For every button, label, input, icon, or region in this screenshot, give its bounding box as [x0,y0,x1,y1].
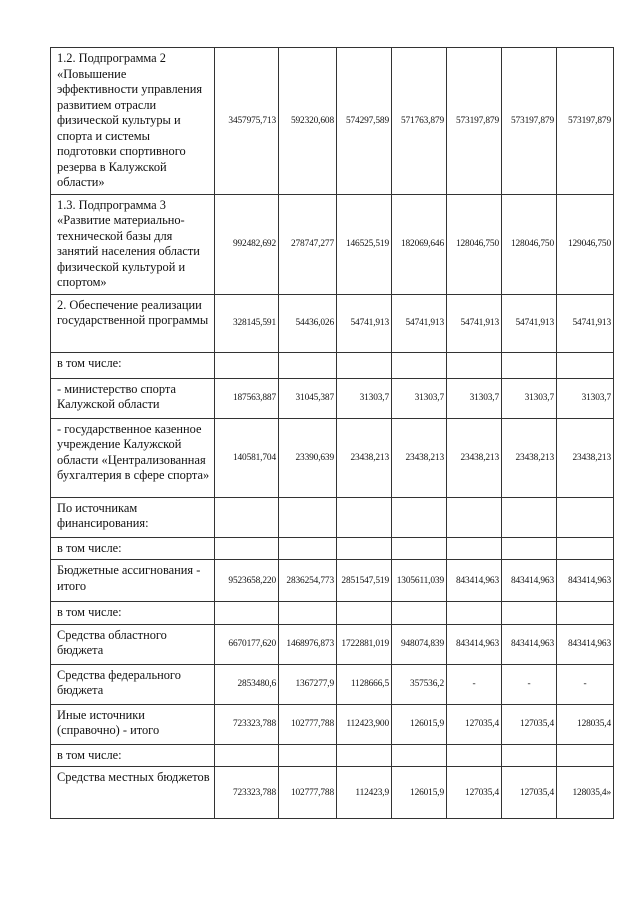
value-cell [392,744,447,767]
value-cell: 23390,639 [279,418,337,497]
row-label: Иные источники (справочно) - итого [51,704,215,744]
value-cell: 126015,9 [392,704,447,744]
value-cell: 54741,913 [557,294,614,352]
value-cell: 843414,963 [557,560,614,602]
value-cell [215,537,279,560]
table-row [51,48,614,195]
value-cell: 328145,591 [215,294,279,352]
value-cell: 23438,213 [392,418,447,497]
value-cell: 146525,519 [337,194,392,294]
value-cell [337,744,392,767]
table-row [51,418,614,497]
value-cell [502,744,557,767]
value-cell: - [447,664,502,704]
value-cell: 843414,963 [557,624,614,664]
table-row [51,624,614,664]
value-cell: 843414,963 [447,624,502,664]
value-cell: 31045,387 [279,378,337,418]
value-cell: 723323,788 [215,767,279,819]
value-cell: 31303,7 [392,378,447,418]
table-row [51,294,614,352]
table-row [51,194,614,294]
value-cell: - [502,664,557,704]
table-row [51,664,614,704]
value-cell: 128035,4 [557,704,614,744]
value-cell: 1305611,039 [392,560,447,602]
value-cell: 843414,963 [447,560,502,602]
value-cell [392,602,447,625]
row-label: 2. Обеспечение реализации государственной программы [51,294,215,352]
value-cell: 126015,9 [392,767,447,819]
row-label: Бюджетные ассигнования - итого [51,560,215,602]
value-cell [279,744,337,767]
row-label: в том числе: [51,602,215,625]
value-cell [392,352,447,378]
value-cell [215,602,279,625]
row-label: в том числе: [51,352,215,378]
value-cell: 128035,4» [557,767,614,819]
value-cell: 140581,704 [215,418,279,497]
value-cell: 127035,4 [447,704,502,744]
value-cell: - [557,664,614,704]
budget-table-page [50,47,613,819]
value-cell: 573197,879 [557,48,614,195]
value-cell: 6670177,620 [215,624,279,664]
value-cell [502,497,557,537]
row-label: Средства областного бюджета [51,624,215,664]
value-cell: 9523658,220 [215,560,279,602]
table-row [51,378,614,418]
value-cell: 54741,913 [447,294,502,352]
value-cell: 54741,913 [392,294,447,352]
value-cell [557,602,614,625]
row-label: 1.2. Подпрограмма 2 «Повышение эффективности управления развитием отрасли физической культуры и спорта и системы подготовки спортивного резерва в Калужской области» [51,48,215,195]
value-cell: 31303,7 [502,378,557,418]
row-label: - государственное казенное учреждение Калужской области «Централизованная бухгалтерия в сфере спорта» [51,418,215,497]
value-cell [557,352,614,378]
value-cell [215,744,279,767]
table-row [51,560,614,602]
table-row [51,497,614,537]
table-row [51,352,614,378]
value-cell: 2851547,519 [337,560,392,602]
value-cell [392,497,447,537]
value-cell: 573197,879 [447,48,502,195]
value-cell: 182069,646 [392,194,447,294]
value-cell [337,497,392,537]
table-row [51,767,614,819]
value-cell: 54741,913 [502,294,557,352]
row-label: Средства местных бюджетов [51,767,215,819]
value-cell: 571763,879 [392,48,447,195]
row-label: Средства федерального бюджета [51,664,215,704]
table-row [51,744,614,767]
value-cell: 112423,9 [337,767,392,819]
value-cell: 1468976,873 [279,624,337,664]
row-label: в том числе: [51,744,215,767]
value-cell [279,537,337,560]
value-cell: 23438,213 [447,418,502,497]
value-cell [215,352,279,378]
value-cell: 843414,963 [502,560,557,602]
value-cell: 54436,026 [279,294,337,352]
value-cell [447,352,502,378]
value-cell [337,602,392,625]
value-cell: 129046,750 [557,194,614,294]
value-cell [279,497,337,537]
value-cell: 723323,788 [215,704,279,744]
value-cell: 992482,692 [215,194,279,294]
value-cell [279,602,337,625]
value-cell: 2853480,6 [215,664,279,704]
value-cell: 127035,4 [502,767,557,819]
table-row [51,602,614,625]
value-cell: 31303,7 [447,378,502,418]
value-cell [447,744,502,767]
value-cell [447,537,502,560]
value-cell [447,497,502,537]
value-cell: 112423,900 [337,704,392,744]
row-label: - министерство спорта Калужской области [51,378,215,418]
table-row [51,704,614,744]
value-cell: 23438,213 [502,418,557,497]
value-cell: 1367277,9 [279,664,337,704]
value-cell: 102777,788 [279,704,337,744]
value-cell: 278747,277 [279,194,337,294]
value-cell: 948074,839 [392,624,447,664]
budget-table [50,47,614,819]
value-cell: 574297,589 [337,48,392,195]
table-row [51,537,614,560]
value-cell [337,352,392,378]
value-cell [502,537,557,560]
row-label: По источникам финансирования: [51,497,215,537]
value-cell: 357536,2 [392,664,447,704]
value-cell [337,537,392,560]
value-cell: 23438,213 [337,418,392,497]
value-cell [279,352,337,378]
value-cell: 31303,7 [557,378,614,418]
value-cell: 3457975,713 [215,48,279,195]
value-cell: 1722881,019 [337,624,392,664]
value-cell: 127035,4 [447,767,502,819]
value-cell: 592320,608 [279,48,337,195]
value-cell: 102777,788 [279,767,337,819]
value-cell: 843414,963 [502,624,557,664]
value-cell [557,744,614,767]
value-cell: 128046,750 [502,194,557,294]
budget-table-body [51,48,614,819]
value-cell: 187563,887 [215,378,279,418]
value-cell: 128046,750 [447,194,502,294]
value-cell: 127035,4 [502,704,557,744]
value-cell [502,352,557,378]
row-label: в том числе: [51,537,215,560]
value-cell: 573197,879 [502,48,557,195]
value-cell [557,537,614,560]
value-cell: 31303,7 [337,378,392,418]
value-cell [502,602,557,625]
value-cell: 1128666,5 [337,664,392,704]
value-cell [215,497,279,537]
value-cell: 54741,913 [337,294,392,352]
value-cell [447,602,502,625]
row-label: 1.3. Подпрограмма 3 «Развитие материально-технической базы для занятий населения области физической культурой и спортом» [51,194,215,294]
value-cell [557,497,614,537]
value-cell [392,537,447,560]
value-cell: 2836254,773 [279,560,337,602]
value-cell: 23438,213 [557,418,614,497]
